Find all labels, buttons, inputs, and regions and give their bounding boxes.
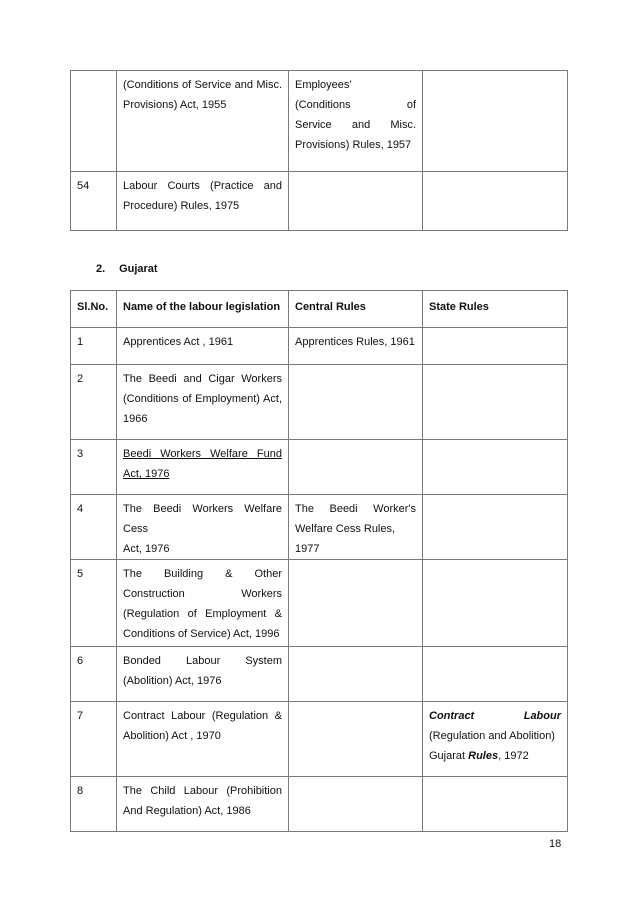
slno-cell: 3 bbox=[71, 440, 117, 495]
state-rules-cell bbox=[423, 440, 568, 495]
slno-cell: 5 bbox=[71, 560, 117, 647]
state-rules-cell: Contract Labour (Regulation and Abolition) Gujarat Rules, 1972 bbox=[423, 702, 568, 777]
central-rules-cell bbox=[289, 172, 423, 231]
central-rules-cell bbox=[289, 440, 423, 495]
state-rules-cell bbox=[423, 647, 568, 702]
central-rules-cell: Employees’ (Conditions of Service and Misc. Provisions) Rules, 1957 bbox=[289, 71, 423, 172]
table-row bbox=[71, 495, 568, 560]
table-row bbox=[71, 560, 568, 647]
table-row bbox=[71, 777, 568, 832]
slno-cell: 54 bbox=[71, 172, 117, 231]
state-rules-cell bbox=[423, 560, 568, 647]
table-row bbox=[71, 328, 568, 365]
legislation-cell: Bonded Labour System (Abolition) Act, 1976 bbox=[117, 647, 289, 702]
table-row bbox=[71, 647, 568, 702]
state-rules-cell bbox=[423, 365, 568, 440]
central-rules-cell bbox=[289, 777, 423, 832]
slno-cell: 4 bbox=[71, 495, 117, 560]
central-rules-cell bbox=[289, 560, 423, 647]
section-number: 2. bbox=[96, 263, 106, 275]
section-title: Gujarat bbox=[119, 263, 158, 275]
table-row bbox=[71, 702, 568, 777]
legislation-cell: Labour Courts (Practice and Procedure) Rules, 1975 bbox=[117, 172, 289, 231]
legislation-cell: The Child Labour (Prohibition And Regulation) Act, 1986 bbox=[117, 777, 289, 832]
central-rules-cell bbox=[289, 365, 423, 440]
central-rules-cell: Apprentices Rules, 1961 bbox=[289, 328, 423, 365]
page-number: 18 bbox=[549, 838, 562, 850]
header-central-rules: Central Rules bbox=[289, 291, 423, 328]
table-row bbox=[71, 172, 568, 231]
slno-cell: 7 bbox=[71, 702, 117, 777]
state-rules-cell bbox=[423, 71, 568, 172]
table-header-row bbox=[71, 291, 568, 328]
table-row bbox=[71, 440, 568, 495]
slno-cell: 2 bbox=[71, 365, 117, 440]
table-row bbox=[71, 71, 568, 172]
legislation-cell: The Beedi and Cigar Workers (Conditions of Employment) Act, 1966 bbox=[117, 365, 289, 440]
central-rules-cell bbox=[289, 647, 423, 702]
header-state-rules: State Rules bbox=[423, 291, 568, 328]
legislation-cell: Contract Labour (Regulation & Abolition) Act , 1970 bbox=[117, 702, 289, 777]
legislation-cell: (Conditions of Service and Misc. Provisions) Act, 1955 bbox=[117, 71, 289, 172]
legislation-cell: The Building & Other Construction Workers (Regulation of Employment & Conditions of Service) Act, 1996 bbox=[117, 560, 289, 647]
slno-cell: 6 bbox=[71, 647, 117, 702]
state-rules-cell bbox=[423, 328, 568, 365]
state-rules-cell bbox=[423, 777, 568, 832]
slno-cell bbox=[71, 71, 117, 172]
state-rules-cell bbox=[423, 172, 568, 231]
header-legislation: Name of the labour legislation bbox=[117, 291, 289, 328]
legislation-cell: Apprentices Act , 1961 bbox=[117, 328, 289, 365]
gujarat-legislation-table bbox=[70, 290, 568, 832]
central-rules-cell: The Beedi Worker's Welfare Cess Rules, 1977 bbox=[289, 495, 423, 560]
section-heading bbox=[96, 263, 158, 275]
slno-cell: 1 bbox=[71, 328, 117, 365]
header-slno: Sl.No. bbox=[71, 291, 117, 328]
central-rules-cell bbox=[289, 702, 423, 777]
state-rules-cell bbox=[423, 495, 568, 560]
legislation-cell: Beedi Workers Welfare Fund Act, 1976 bbox=[117, 440, 289, 495]
slno-cell: 8 bbox=[71, 777, 117, 832]
continuation-table bbox=[70, 70, 568, 231]
legislation-cell: The Beedi Workers Welfare Cess Act, 1976 bbox=[117, 495, 289, 560]
table-row bbox=[71, 365, 568, 440]
